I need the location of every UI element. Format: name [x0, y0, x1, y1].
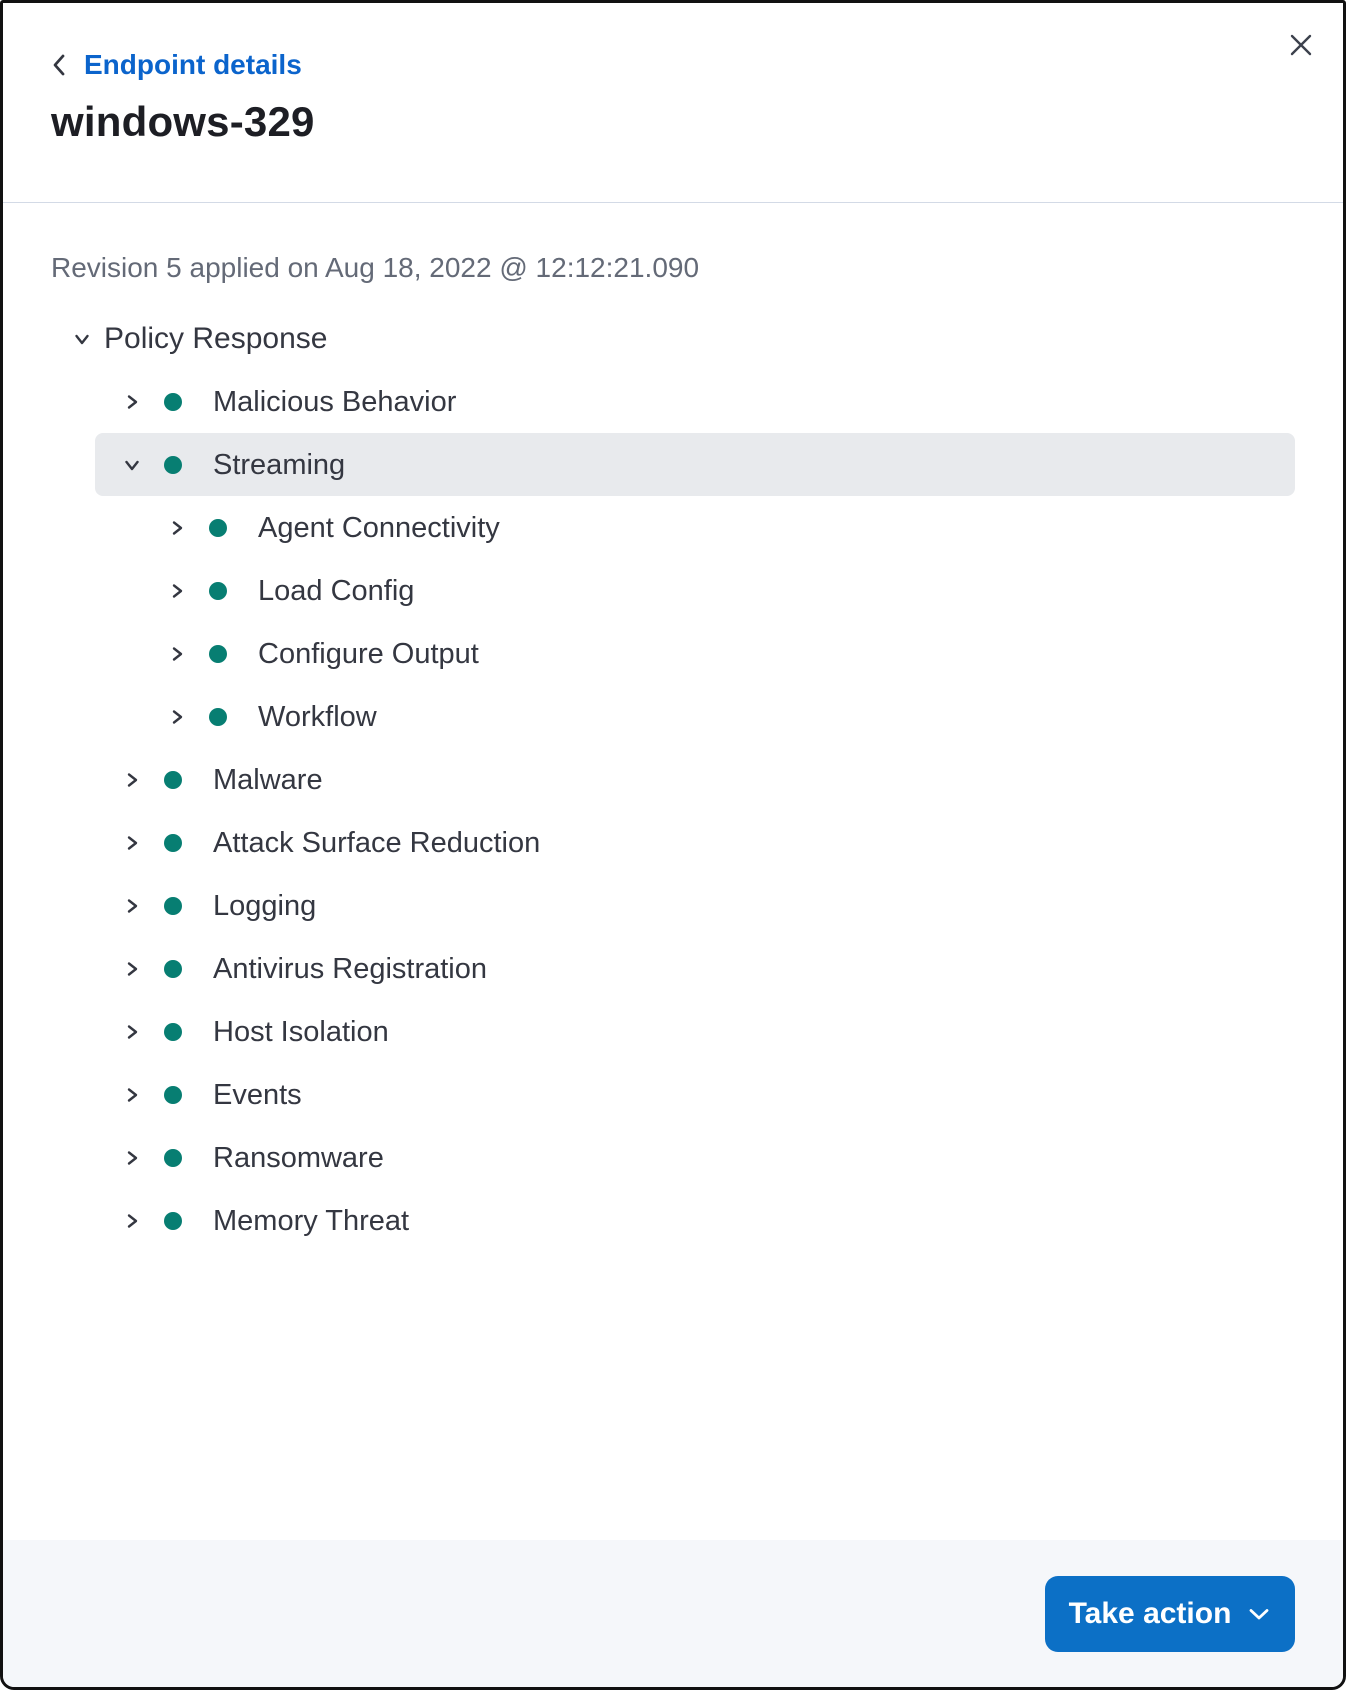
tree-item-label: Malicious Behavior — [213, 385, 457, 418]
chevron-right-icon[interactable] — [168, 582, 186, 600]
tree-item-policy-response[interactable] — [51, 307, 1295, 370]
tree-item-label: Attack Surface Reduction — [213, 826, 541, 859]
tree-item-label: Events — [213, 1078, 302, 1111]
status-dot — [164, 1086, 182, 1104]
tree-item-label: Logging — [213, 889, 317, 922]
chevron-down-icon[interactable] — [73, 330, 91, 348]
take-action-button[interactable] — [1045, 1576, 1295, 1652]
tree-item-events[interactable] — [95, 1063, 1295, 1126]
tree-item-ransomware[interactable] — [95, 1126, 1295, 1189]
status-dot — [164, 834, 182, 852]
tree-item-label: Malware — [213, 763, 323, 796]
status-dot — [209, 645, 227, 663]
tree-item-malware[interactable] — [95, 748, 1295, 811]
tree-item-host-isolation[interactable] — [95, 1000, 1295, 1063]
tree-item-load-config[interactable] — [95, 559, 1295, 622]
tree-item-label: Antivirus Registration — [213, 952, 487, 985]
tree-item-label: Host Isolation — [213, 1015, 389, 1048]
tree-item-workflow[interactable] — [95, 685, 1295, 748]
chevron-right-icon[interactable] — [168, 519, 186, 537]
tree-item-label: Streaming — [213, 448, 346, 481]
tree-item-label: Policy Response — [104, 321, 328, 355]
chevron-right-icon[interactable] — [123, 834, 141, 852]
tree-item-agent-connectivity[interactable] — [95, 496, 1295, 559]
tree-item-label: Load Config — [258, 574, 415, 607]
chevron-right-icon[interactable] — [123, 1212, 141, 1230]
status-dot — [164, 1023, 182, 1041]
tree-item-label: Memory Threat — [213, 1204, 410, 1237]
status-dot — [164, 1212, 182, 1230]
flyout-body — [3, 203, 1343, 1540]
status-dot — [164, 897, 182, 915]
status-dot — [209, 708, 227, 726]
tree-item-label: Workflow — [258, 700, 377, 733]
back-link-label: Endpoint details — [84, 49, 302, 80]
tree-item-configure-output[interactable] — [95, 622, 1295, 685]
tree-item-label: Ransomware — [213, 1141, 384, 1174]
chevron-down-icon — [1247, 1605, 1271, 1623]
tree-rows — [51, 370, 1295, 1252]
tree-item-streaming[interactable] — [95, 433, 1295, 496]
page-title: windows-329 — [51, 98, 315, 145]
status-dot — [164, 771, 182, 789]
flyout-header — [3, 3, 1343, 203]
chevron-right-icon[interactable] — [168, 708, 186, 726]
chevron-right-icon[interactable] — [123, 771, 141, 789]
tree-item-malicious-behavior[interactable] — [95, 370, 1295, 433]
tree-item-logging[interactable] — [95, 874, 1295, 937]
back-link-endpoint-details[interactable] — [51, 47, 302, 83]
flyout-footer — [3, 1540, 1343, 1687]
tree-item-label: Agent Connectivity — [258, 511, 500, 544]
policy-response-tree — [51, 307, 1295, 1252]
close-icon[interactable] — [1281, 25, 1321, 65]
status-dot — [164, 1149, 182, 1167]
tree-item-antivirus-registration[interactable] — [95, 937, 1295, 1000]
chevron-right-icon[interactable] — [123, 393, 141, 411]
status-dot — [209, 519, 227, 537]
chevron-right-icon[interactable] — [123, 1149, 141, 1167]
chevron-left-icon — [51, 56, 67, 74]
chevron-right-icon[interactable] — [123, 960, 141, 978]
status-dot — [164, 960, 182, 978]
chevron-right-icon[interactable] — [123, 1023, 141, 1041]
status-dot — [164, 393, 182, 411]
status-dot — [164, 456, 182, 474]
tree-item-memory-threat[interactable] — [95, 1189, 1295, 1252]
revision-text: Revision 5 applied on Aug 18, 2022 @ 12:12:21.090 — [51, 252, 700, 283]
take-action-label: Take action — [1068, 1596, 1232, 1630]
chevron-right-icon[interactable] — [123, 1086, 141, 1104]
tree-item-attack-surface-reduction[interactable] — [95, 811, 1295, 874]
status-dot — [209, 582, 227, 600]
chevron-down-icon[interactable] — [123, 456, 141, 474]
tree-item-label: Configure Output — [258, 637, 479, 670]
chevron-right-icon[interactable] — [168, 645, 186, 663]
chevron-right-icon[interactable] — [123, 897, 141, 915]
